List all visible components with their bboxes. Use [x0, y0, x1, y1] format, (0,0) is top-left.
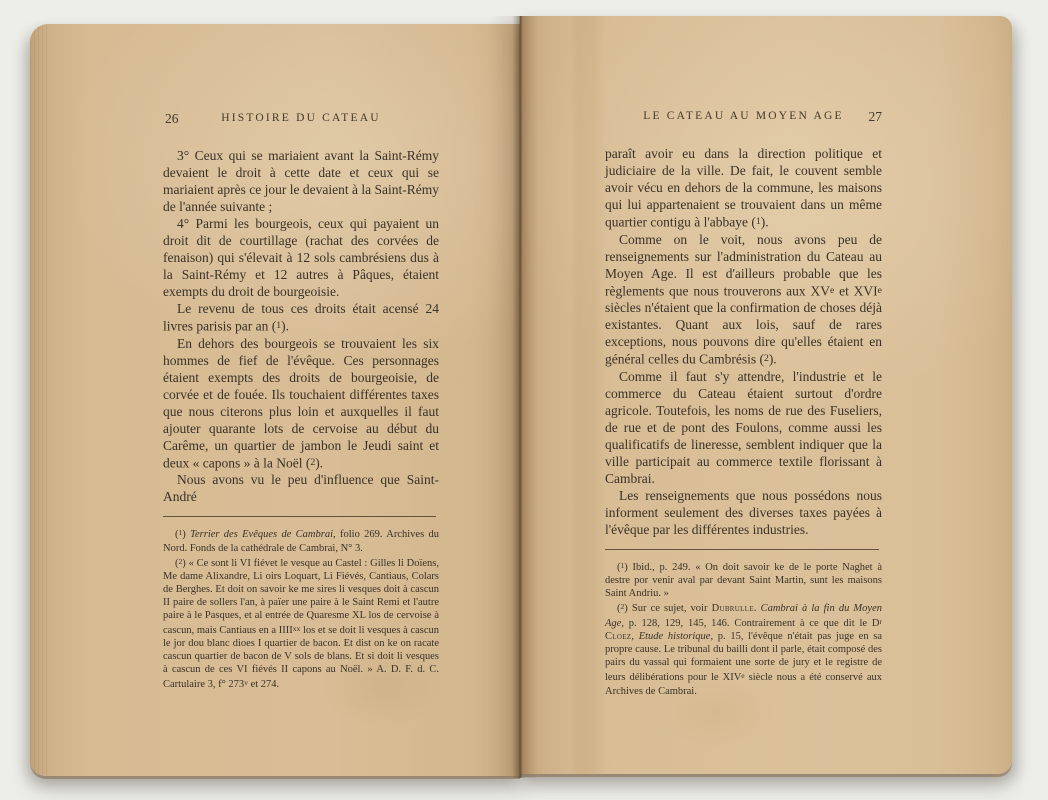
paragraph: Comme il faut s'y attendre, l'industrie et le commerce du Cateau étaient surtout d'ordre agricole. Toutefois, les noms de rue des Fuseliers, de rue et de pont des Foulons, comme aussi les qualificatifs de lineresse, semblent indiquer que la ville participait au commerce textile florissant à Cambrai.: [605, 369, 882, 487]
footnote-separator: [163, 516, 436, 517]
page-left: [30, 24, 520, 776]
under-page-edge: [894, 769, 1009, 781]
paragraph: Les renseignements que nous possédons nous informent seulement des diverses taxes payées à l'évêque par les différentes industries.: [605, 488, 882, 538]
open-book: [30, 16, 1012, 778]
footnote: ($^1$) Terrier des Evêques de Cambrai, folio 269. Archives du Nord. Fonds de la cathédrale de Cambrai, N° 3.: [163, 528, 439, 554]
running-title: LE CATEAU AU MOYEN AGE: [643, 110, 844, 122]
paragraph: En dehors des bourgeois se trouvaient les six hommes de fief de l'évêque. Ces personnages étaient exempts des droits de bourgeoisie, de corvée et de fouée. Ils touchaient différentes taxes que nous citerons plus loin et auxquelles il faut ajouter quarante lots de cervoise au début du Carême, un quartier de jambon le Jeudi saint et deux « capons » à la Noël ($^2$).: [163, 335, 439, 471]
page-edge-stack: [30, 24, 48, 776]
body-text-left: [163, 147, 439, 505]
footnote: ($^2$) « Ce sont li VI fiévet le vesque au Castel : Gilles li Doïens, Me dame Alixandre, Li oirs Loquart, Li Fiévés, Cantiaus, Colars de Berghes. Et doit on savoir ke me sires li vesques doit à cascun II paire de sollers l'an, à païer une paire à le Saint Remi et l'autre paire à le Pasques, et al entrée de Quaresme XL los de cervoise à cascun, mais Cantiaus en a IIII$^{xx}$ los et se doit li vesques à cascun le jor dou blanc dioes I quartier de bacon. Et dist on ke on racate cascun quartier de bacon de V sols de blans. Et si doit li vesques à cascun de ces VI fiévés II capons au Noël. » A. D. F. d. C. Cartulaire 3, f° 273$^v$ et 274.: [163, 556, 440, 690]
paragraph: Comme on le voit, nous avons peu de renseignements sur l'administration du Cateau au Moyen Age. Il est d'ailleurs probable que les règlements que nous trouverons aux XVe et XVIe siècles n'étaient que la confirmation de choses déjà existantes. Quant aux lois, sauf de rares exceptions, nous pouvons dire qu'elles étaient en général celles du Cambrésis ($^2$).: [605, 231, 882, 368]
page-number: 26: [165, 111, 179, 126]
footnote-separator: [605, 549, 879, 550]
paragraph: Le revenu de tous ces droits était acensé 24 livres parisis par an ($^1$).: [163, 301, 439, 334]
page-right: [520, 16, 1012, 774]
footnote: ($^2$) Sur ce sujet, voir Dubrulle. Cambrai à la fin du Moyen Age, p. 128, 129, 145, 146. Contrairement à ce que dit le $D^r$ Cloez, Etude historique, p. 15, l'évêque n'était pas juge en sa propre cause. Le tribunal du bailli dont il parle, était composé des pairs du vassal qui formaient une sorte de jury et le registre de leurs délibérations pour le XIVe siècle nous a été conservé aux Archives de Cambrai.: [605, 602, 883, 697]
page-left-content: [163, 112, 439, 691]
paragraph: 4° Parmi les bourgeois, ceux qui payaient un droit dit de courtillage (rachat des corvées de fenaison) qui s'élevait à 12 sols cambrésiens dus à la Saint-Rémy et 12 autres à Pâques, étaient exempts du droit de bourgeoisie.: [163, 216, 439, 299]
paragraph: paraît avoir eu dans la direction politique et judiciaire de la ville. De fait, le couvent semble avoir vécu en dehors de la commune, les maisons qui lui appartenaient se trouvaient dans un même quartier contigu à l'abbaye ($^1$).: [605, 146, 882, 230]
footnotes-right: [605, 559, 882, 697]
paragraph: 3° Ceux qui se mariaient avant la Saint-Rémy devaient le droit à cette date et ceux qui se mariaient après ce jour le devaient à la Saint-Rémy de l'année suivante ;: [163, 148, 439, 214]
footnotes-left: [163, 526, 439, 690]
running-title: HISTOIRE DU CATEAU: [221, 112, 381, 124]
running-head-right: [605, 110, 882, 126]
paragraph: Nous avons vu le peu d'influence que Saint-André: [163, 472, 439, 505]
page-right-content: [605, 110, 882, 698]
running-head-left: [163, 112, 439, 128]
body-text-right: [605, 145, 882, 538]
page-number: 27: [868, 109, 882, 124]
footnote: ($^1$) Ibid., p. 249. « On doit savoir ke de le porte Naghet à destre por venir aval par devant Saint Martin, sunt les maisons Saint Andriu. »: [605, 561, 882, 600]
